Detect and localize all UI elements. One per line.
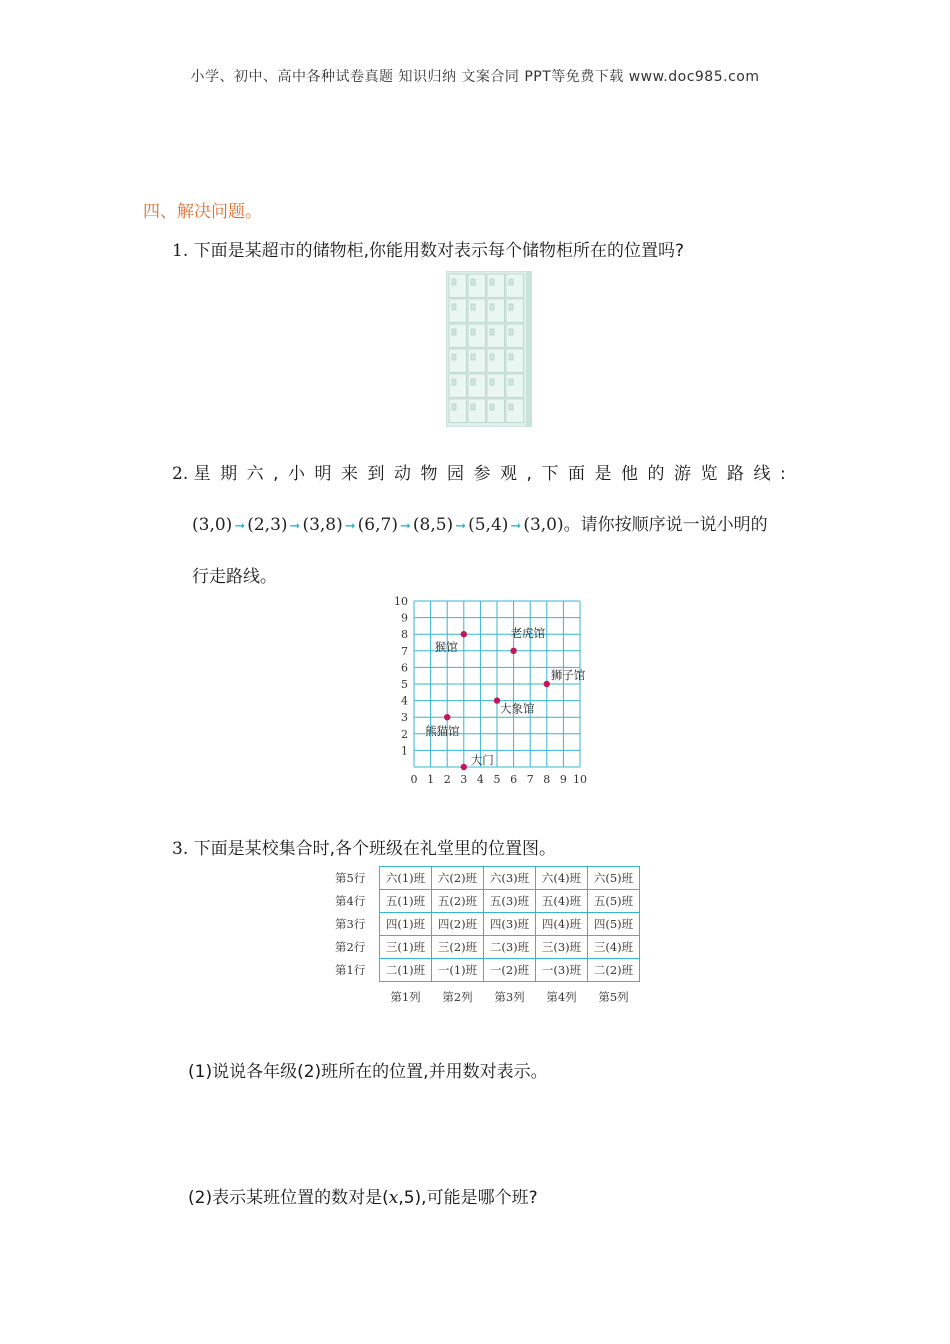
y-tick-label: 6 (401, 661, 408, 675)
locker-door (506, 374, 524, 398)
locker-door (487, 374, 505, 398)
class-cell: 四(3)班 (484, 913, 536, 936)
column-label: 第5列 (598, 990, 629, 1004)
locker-keypad-icon (471, 329, 475, 335)
class-cell: 五(2)班 (432, 890, 484, 913)
locker-keypad-icon (452, 279, 456, 285)
locker-keypad-icon (471, 404, 475, 410)
arrow-right-icon: ➞ (234, 519, 246, 534)
question-2-text: 星期六,小明来到动物园参观,下面是他的游览路线: (193, 464, 796, 484)
point-label: 老虎馆 (510, 625, 546, 640)
locker-keypad-icon (490, 329, 494, 335)
column-label: 第3列 (494, 990, 525, 1004)
class-cell: 六(1)班 (380, 867, 432, 890)
row-label: 第4行 (335, 894, 366, 908)
column-label-row (333, 982, 640, 1012)
page-header: 小学、初中、高中各种试卷真题 知识归纳 文案合同 PPT等免费下载 www.doc985.com (190, 69, 760, 85)
locker-door (468, 399, 486, 423)
locker-door (506, 349, 524, 373)
class-cell: 六(4)班 (536, 867, 588, 890)
x-tick-label: 1 (427, 773, 435, 786)
locker-keypad-icon (471, 304, 475, 310)
class-cell: 五(5)班 (588, 890, 640, 913)
locker-door (449, 274, 467, 298)
y-tick-label: 3 (401, 711, 408, 725)
route-point: (2,3) (247, 515, 288, 535)
locker-door (506, 299, 524, 323)
point-label: 狮子馆 (550, 668, 586, 682)
class-cell: 四(4)班 (536, 913, 588, 936)
route-tail: 。请你按顺序说一说小明的 (563, 515, 768, 535)
locker-illustration (446, 271, 532, 427)
sub-question-2 (188, 1183, 538, 1208)
question-2 (172, 459, 812, 484)
locker-keypad-icon (471, 354, 475, 360)
class-cell: 二(3)班 (484, 936, 536, 959)
x-tick-label: 10 (573, 773, 587, 786)
class-cell: 三(2)班 (432, 936, 484, 959)
locker-door (468, 299, 486, 323)
seating-row (333, 890, 640, 913)
locker-keypad-icon (490, 404, 494, 410)
sub-question-2-pre: (2)表示某班位置的数对是( (188, 1188, 389, 1208)
locker-door (487, 349, 505, 373)
question-1-number: 1. (172, 241, 189, 261)
class-cell: 一(3)班 (536, 959, 588, 982)
x-tick-label: 7 (526, 773, 534, 786)
route-point: (3,8) (302, 515, 343, 535)
point-label: 熊猫馆 (425, 724, 460, 739)
class-cell: 六(5)班 (588, 867, 640, 890)
locker-door (506, 324, 524, 348)
class-cell: 四(1)班 (380, 913, 432, 936)
route-point: (8,5) (412, 515, 454, 535)
column-label: 第4列 (546, 990, 577, 1004)
locker-keypad-icon (452, 404, 456, 410)
point-label: 大门 (470, 753, 494, 767)
column-label: 第1列 (390, 990, 421, 1004)
x-tick-label: 4 (476, 773, 484, 786)
x-tick-label: 8 (543, 773, 551, 786)
locker-door (487, 399, 505, 423)
arrow-right-icon: ➞ (344, 519, 356, 534)
row-label: 第5行 (335, 871, 366, 885)
point-label: 大象馆 (500, 701, 535, 716)
locker-door (468, 349, 486, 373)
column-label: 第2列 (442, 990, 473, 1004)
class-cell: 五(3)班 (484, 890, 536, 913)
sub-question-2-post: ,5),可能是哪个班? (398, 1188, 538, 1208)
sub-question-2-variable: x (388, 1188, 399, 1208)
question-3 (172, 834, 556, 859)
locker-keypad-icon (471, 379, 475, 385)
data-point (444, 714, 450, 720)
x-tick-label: 9 (559, 773, 567, 786)
locker-door (468, 324, 486, 348)
row-label: 第1行 (335, 963, 366, 977)
question-1 (172, 236, 684, 261)
question-2-continuation: 行走路线。 (192, 567, 277, 587)
locker-door (506, 274, 524, 298)
class-cell: 二(1)班 (380, 959, 432, 982)
x-tick-label: 3 (460, 773, 468, 786)
y-tick-label: 9 (401, 611, 408, 625)
class-cell: 四(5)班 (588, 913, 640, 936)
class-cell: 五(4)班 (536, 890, 588, 913)
class-cell: 一(2)班 (484, 959, 536, 982)
seating-table (333, 866, 640, 1011)
class-cell: 六(2)班 (432, 867, 484, 890)
locker-keypad-icon (509, 304, 513, 310)
locker-door (487, 324, 505, 348)
locker-keypad-icon (509, 404, 513, 410)
route-point: (5,4) (468, 515, 509, 535)
locker-keypad-icon (490, 354, 494, 360)
locker-door (468, 274, 486, 298)
locker-keypad-icon (471, 279, 475, 285)
seating-chart (333, 866, 640, 1011)
locker-keypad-icon (509, 354, 513, 360)
corner-blank (333, 982, 380, 1012)
arrow-right-icon: ➞ (455, 519, 467, 534)
route-point: (6,7) (357, 515, 398, 535)
locker-door (487, 299, 505, 323)
x-tick-label: 0 (410, 773, 418, 786)
locker-keypad-icon (452, 379, 456, 385)
locker-door (449, 324, 467, 348)
sub-question-1: (1)说说各年级(2)班所在的位置,并用数对表示。 (188, 1062, 548, 1082)
class-cell: 三(1)班 (380, 936, 432, 959)
data-point (461, 631, 467, 637)
locker-keypad-icon (509, 329, 513, 335)
question-2-number: 2. (172, 464, 189, 484)
data-point (510, 648, 516, 654)
locker-keypad-icon (452, 354, 456, 360)
seating-row (333, 936, 640, 959)
locker-door (449, 374, 467, 398)
locker-door (468, 374, 486, 398)
y-tick-label: 10 (394, 595, 408, 608)
point-label: 猴馆 (434, 640, 458, 655)
route-point: (3,0) (523, 515, 564, 535)
arrow-right-icon: ➞ (289, 519, 301, 534)
question-1-text: 下面是某超市的储物柜,你能用数对表示每个储物柜所在的位置吗? (193, 241, 685, 261)
seating-row (333, 959, 640, 982)
class-cell: 四(2)班 (432, 913, 484, 936)
locker-door (449, 399, 467, 423)
class-cell: 一(1)班 (432, 959, 484, 982)
locker-door (487, 274, 505, 298)
class-cell: 五(1)班 (380, 890, 432, 913)
locker-keypad-icon (509, 279, 513, 285)
locker-door (449, 299, 467, 323)
data-point (544, 681, 550, 687)
y-tick-label: 1 (401, 744, 408, 758)
class-cell: 三(4)班 (588, 936, 640, 959)
y-tick-label: 4 (401, 694, 408, 708)
zoo-coordinate-chart (392, 592, 602, 792)
question-3-number: 3. (172, 839, 189, 859)
arrow-right-icon: ➞ (510, 519, 522, 534)
y-tick-label: 7 (401, 644, 408, 658)
arrow-right-icon: ➞ (399, 519, 411, 534)
locker-keypad-icon (452, 329, 456, 335)
locker-door (506, 399, 524, 423)
x-tick-label: 2 (443, 773, 451, 786)
seating-row (333, 867, 640, 890)
class-cell: 三(3)班 (536, 936, 588, 959)
locker-keypad-icon (509, 379, 513, 385)
locker-keypad-icon (452, 304, 456, 310)
route-line (192, 510, 768, 535)
y-tick-label: 8 (401, 628, 408, 642)
seating-row (333, 913, 640, 936)
y-tick-label: 2 (401, 727, 408, 741)
locker-keypad-icon (490, 279, 494, 285)
x-tick-label: 6 (510, 773, 518, 786)
row-label: 第2行 (335, 940, 366, 954)
section-title: 四、解决问题。 (143, 202, 262, 222)
locker-keypad-icon (490, 304, 494, 310)
route-point: (3,0) (192, 515, 233, 535)
question-3-text: 下面是某校集合时,各个班级在礼堂里的位置图。 (193, 839, 557, 859)
class-cell: 六(3)班 (484, 867, 536, 890)
class-cell: 二(2)班 (588, 959, 640, 982)
locker-door (449, 349, 467, 373)
row-label: 第3行 (335, 917, 366, 931)
y-tick-label: 5 (401, 678, 408, 691)
data-point (461, 764, 467, 770)
x-tick-label: 5 (493, 773, 501, 786)
locker-keypad-icon (490, 379, 494, 385)
